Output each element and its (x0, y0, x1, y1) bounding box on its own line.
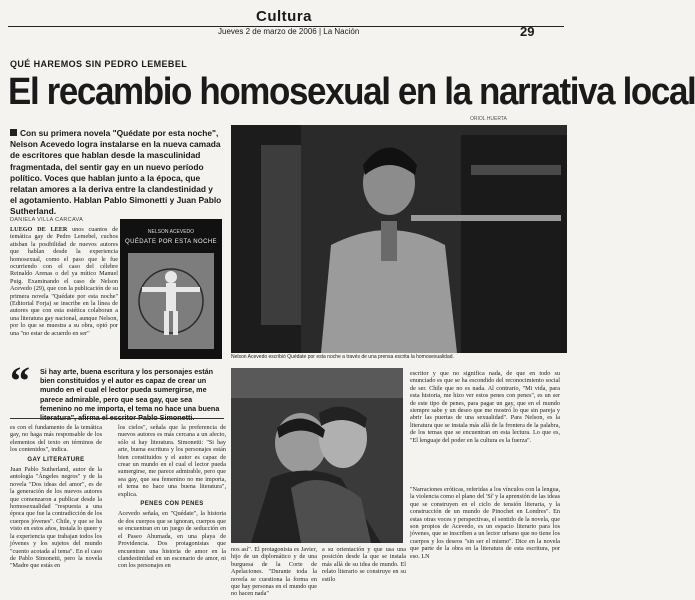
body-column-7 (410, 486, 560, 560)
page-number: 29 (520, 24, 535, 39)
book-illustration (128, 253, 214, 349)
body-text-9: "Narraciones eróticas, referidas a los vínculos con la lengua, la violencia como el plano del 'Sí' y la aprensión de las ideas que se construyen en el ciclo de tensión literaria, y la construcción de un mundo de Pinochet en Londres". En estas otras voces y perspectivas, el sentido de la novela, que son propios de Acevedo, es un espacio literario para los jóvenes, que se inscriben a un lector urbano que no tiene los cuerpos y los deseos "sin ser el mismo". Dice en la novela que parte de la obra en la literatura de esta escritura, por eso. LN (410, 486, 560, 560)
photo-caption: Nelson Acevedo escribió Quédate por esta noche a través de una prensa escrita la homosexualidad. (231, 354, 454, 360)
body-text-1: unos cuantos de temática gay de Pedro Lemebel, cuchos atisban la posibilidad de nuevos autores que hablan desde la experiencia homosexual, como el paso que le fue ocurriendo con el caso del célebre Reinaldo Arenas o del ya mítico Manuel Puig. Examinando el caso de Nelson Acevedo (29), que con la publicación de su primera novela "Quédate por esta noche" (Editorial Forja) se inscribe en la línea de autores que con esta estética colaboran a una literatura gay nacional, aunque Nelson, por lo que se muestra a su obra, optó por una "no estar de acuerdo en ser" (10, 226, 119, 337)
body-column-2 (10, 424, 102, 570)
body-text-7: a su orientación y que usa una posición desde la que se instala más allá de su idea de mundo. El relato literario se construye en su estilo (322, 546, 406, 583)
body-text-8: escritor y que no significa nada, de que en todo su enunciado es que se ha escondido del reconocimiento social de ser. Chile que no es nada. Al contrario, "Mi vida, para esta historia, me hizo ver estos penes con penes", es un ser de este tipo de penes, para pagar un gay, que en el mundo siempre sabe y un deseo que me mostró lo que sin pareja y abrir las puertas de una sexualidad". Para Nelson, es la literatura que se instala más allá de la frontera de la palabra, de los temas que se encuentran en esta lectura. Lo que es, "El lenguaje del poder en la cultura es la fuerza". (410, 370, 560, 444)
pull-quote: Si hay arte, buena escritura y los personajes están bien constituidos y el autor es capaz de crear un mundo en el cual el lector pueda sumergirse, me parece admirable, pero que sea gay, que sea femenino no me importa, el tema no hace una buena (40, 367, 220, 413)
lead-paragraph (10, 128, 222, 218)
vitruvian-figure-icon (128, 253, 214, 349)
subhead-gay-literature: GAY LITERATURE (27, 456, 85, 463)
body-text-5: Acevedo señala, en "Quédate", la historia de dos cuerpos que se ignoran, cuerpos que se encuentran en un juego de seducción en el Paseo Ahumada, en una playa de Providencia. Dos protagonistas que encuentran una historia de amor en la clandestinidad en un escenario de amor, ni con los personajes en (118, 510, 226, 570)
embrace-image (231, 368, 403, 543)
section-title: Cultura (256, 8, 312, 25)
headline: El recambio homosexual en la narrativa local (8, 71, 695, 113)
body-text-3: Juan Pablo Sutherland, autor de la antología "Ángeles negros" y de la novela "Dos ideas del amor", es de la generación de los nuevos autores que comenzaron a publicar desde la homosexualidad "respuesta a una época que fue la contradicción de los cuerpos jóvenes". Chile, y que se ha visto en estos años, instala lo queer y la experiencia que trabajan todos los jóvenes y los sujetos del mundo "cuento acotada al tema". En el caso de Pablo Simonetti, pero la novela "Madre que estás en (10, 466, 102, 570)
quote-rule (10, 418, 224, 419)
date-line: Jueves 2 de marzo de 2006 | La Nación (218, 27, 360, 36)
kicker: QUÉ HAREMOS SIN PEDRO LEMEBEL (10, 59, 188, 69)
body-column-3 (118, 424, 226, 570)
portrait-image (231, 125, 567, 353)
body-text-4: los cielos", señala que la preferencia de nuevos autores es más cercana a un afecto, sólo si hay literatura. Simonetti: "Si hay arte, buena escritura y los personajes están bien constituidos y el autor es capaz de crear un mundo en el cual el lector pueda sumergirse, me parece admirable, pero que sea gay, que sea femenino no me importa, el tema no hace una buena literatura", explica. (118, 424, 226, 498)
book-title: QUÉDATE POR ESTA NOCHE (125, 239, 217, 245)
body-column-6 (410, 370, 560, 444)
body-column-1 (10, 226, 118, 337)
body-text-2: es con el fundamento de la temática gay, no haga más responsable de los elementos del texto en términos de los contenidos", indica. (10, 424, 102, 454)
photo-embrace (231, 368, 403, 543)
photo-author-portrait (231, 125, 567, 353)
book-author: NELSON ACEVEDO (147, 229, 195, 235)
book-cover (120, 219, 222, 359)
bullet-icon (10, 129, 17, 136)
byline: DANIELA VILLA CARCAVA (10, 217, 84, 223)
body-column-4 (231, 546, 317, 598)
body-column-5 (322, 546, 406, 583)
quote-mark-icon: “ (10, 358, 30, 403)
body-text-6: nos así". El protagonista es Javier, hijo de un diplomático y de una burguesa de la Corte de Apelaciones. "Durante toda la novela se cuestiona la forma en que hay personas en el mundo que no hacen nada" (231, 546, 317, 598)
photo-credit: ORIOL HUERTA (470, 116, 507, 122)
subhead-penes-con-penes: PENES CON PENES (140, 501, 204, 508)
lead-in: LUEGO DE LEER (10, 226, 68, 233)
lead-text: Con su primera novela "Quédate por esta noche", Nelson Acevedo logra instalarse en la nueva camada de escritores que hablan desde la masculinidad fragmentada, del sentir gay en un nuevo período político. Voces que hablan junto a la época, que relatan amores a la deriva entre la clandestinidad y el agotamiento. Hablan Pablo Simonetti y Juan Pablo Sutherland. (10, 128, 222, 217)
